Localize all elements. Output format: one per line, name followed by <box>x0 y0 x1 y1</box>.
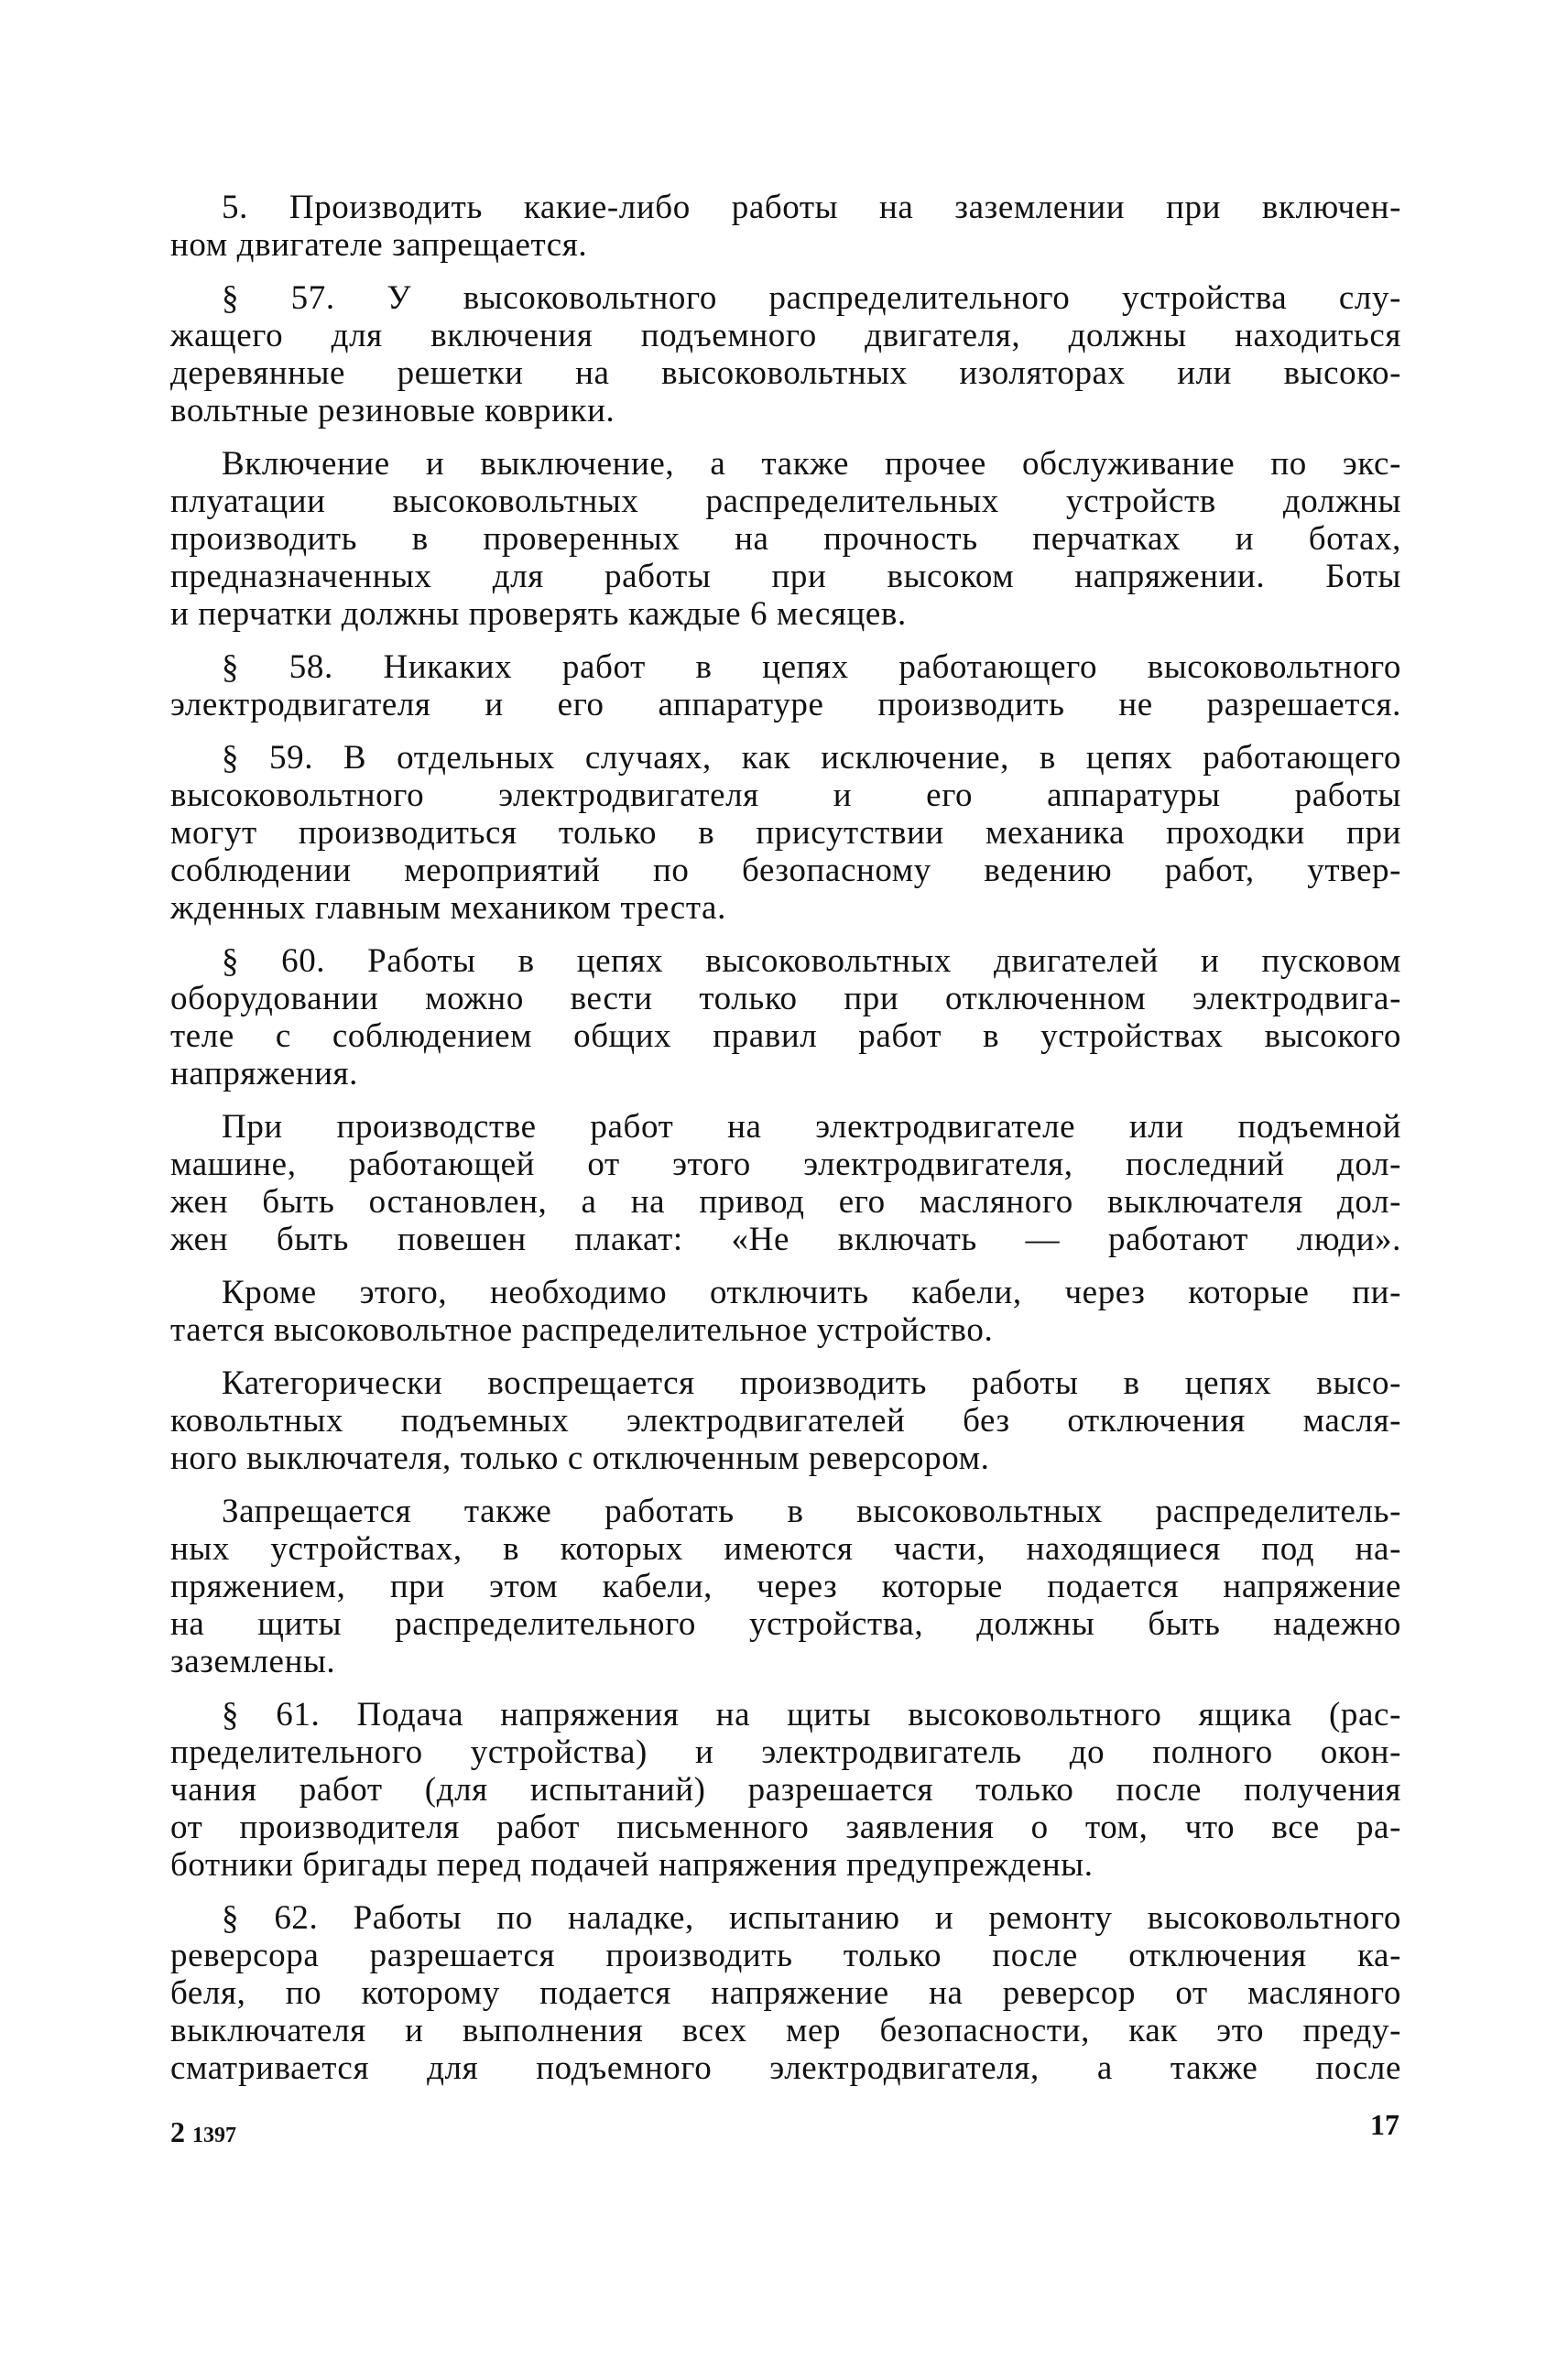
text-line: жащего для включения подъемного двигателя, должны находиться <box>170 317 1401 354</box>
paragraph <box>170 279 1401 429</box>
text-line: Включение и выключение, а также прочее обслуживание по экс- <box>222 445 1401 483</box>
text-line: от производителя работ письменного заявления о том, что все ра- <box>170 1809 1401 1846</box>
paragraph <box>170 1493 1401 1680</box>
text-line: § 60. Работы в цепях высоковольтных двигателей и пусковом <box>222 942 1401 980</box>
text-line: напряжения. <box>170 1055 359 1092</box>
paragraph <box>170 1364 1401 1477</box>
text-line: жен быть повешен плакат: «Не включать — работают люди». <box>170 1221 1401 1258</box>
text-line: теле с соблюдением общих правил работ в устройствах высокого <box>170 1017 1401 1055</box>
paragraph <box>170 648 1401 723</box>
text-line: При производстве работ на электродвигателе или подъемной <box>222 1108 1401 1146</box>
text-line: реверсора разрешается производить только после отключения ка- <box>170 1937 1401 1974</box>
page-number: 17 <box>1370 2108 1399 2141</box>
text-line: ном двигателе запрещается. <box>170 226 588 264</box>
text-line: машине, работающей от этого электродвигателя, последний дол- <box>170 1146 1401 1183</box>
text-line: Категорически воспрещается производить работы в цепях высо- <box>222 1364 1401 1402</box>
text-line: на щиты распределительного устройства, должны быть надежно <box>170 1605 1401 1643</box>
text-line: предназначенных для работы при высоком напряжении. Боты <box>170 558 1401 595</box>
paragraph <box>170 739 1401 927</box>
paragraph <box>170 942 1401 1092</box>
paragraph <box>170 445 1401 633</box>
text-line: 5. Производить какие-либо работы на заземлении при включен- <box>222 189 1401 226</box>
text-line: производить в проверенных на прочность перчатках и ботах, <box>170 520 1401 558</box>
text-line: § 57. У высоковольтного распределительного устройства слу- <box>222 279 1401 317</box>
text-line: ных устройствах, в которых имеются части, находящиеся под на- <box>170 1530 1401 1568</box>
signature-code: 1397 <box>192 2124 236 2147</box>
text-line: сматривается для подъемного электродвигателя, а также после <box>170 2049 1401 2087</box>
paragraph <box>170 1696 1401 1884</box>
text-line: беля, по которому подается напряжение на реверсор от масляного <box>170 1974 1401 2012</box>
text-line: § 58. Никаких работ в цепях работающего высоковольтного <box>222 648 1401 686</box>
text-line: жденных главным механиком треста. <box>170 889 726 927</box>
text-line: выключателя и выполнения всех мер безопасности, как это преду- <box>170 2012 1401 2049</box>
page-body <box>170 189 1401 2103</box>
text-line: пределительного устройства) и электродвигатель до полного окон- <box>170 1733 1401 1771</box>
text-line: деревянные решетки на высоковольтных изоляторах или высоко- <box>170 354 1401 392</box>
text-line: тается высоковольтное распределительное устройство. <box>170 1311 994 1349</box>
text-line: оборудовании можно вести только при отключенном электродвига- <box>170 980 1401 1017</box>
text-line: ного выключателя, только с отключенным реверсором. <box>170 1440 990 1477</box>
text-line: Запрещается также работать в высоковольтных распределитель- <box>222 1493 1401 1530</box>
text-line: пряжением, при этом кабели, через которые подается напряжение <box>170 1568 1401 1605</box>
text-line: и перчатки должны проверять каждые 6 месяцев. <box>170 595 907 633</box>
text-line: электродвигателя и его аппаратуре производить не разрешается. <box>170 686 1401 723</box>
text-line: § 61. Подача напряжения на щиты высоковольтного ящика (рас- <box>222 1696 1401 1733</box>
text-line: § 62. Работы по наладке, испытанию и ремонту высоковольтного <box>222 1899 1401 1937</box>
text-line: жен быть остановлен, а на привод его масляного выключателя дол- <box>170 1183 1401 1221</box>
text-line: ботники бригады перед подачей напряжения предупреждены. <box>170 1846 1094 1884</box>
printer-signature <box>170 2115 236 2149</box>
paragraph <box>170 1274 1401 1349</box>
text-line: заземлены. <box>170 1643 336 1680</box>
text-line: соблюдении мероприятий по безопасному ведению работ, утвер- <box>170 852 1401 889</box>
text-line: чания работ (для испытаний) разрешается только после получения <box>170 1771 1401 1809</box>
text-line: вольтные резиновые коврики. <box>170 392 615 429</box>
paragraph <box>170 1899 1401 2087</box>
text-line: § 59. В отдельных случаях, как исключение, в цепях работающего <box>222 739 1401 777</box>
paragraph <box>170 1108 1401 1258</box>
signature-number: 2 <box>170 2115 185 2148</box>
text-line: плуатации высоковольтных распределительных устройств должны <box>170 483 1401 520</box>
text-line: Кроме этого, необходимо отключить кабели, через которые пи- <box>222 1274 1401 1311</box>
text-line: могут производиться только в присутствии механика проходки при <box>170 814 1401 852</box>
text-line: высоковольтного электродвигателя и его аппаратуры работы <box>170 777 1401 814</box>
paragraph <box>170 189 1401 264</box>
text-line: ковольтных подъемных электродвигателей без отключения масля- <box>170 1402 1401 1440</box>
